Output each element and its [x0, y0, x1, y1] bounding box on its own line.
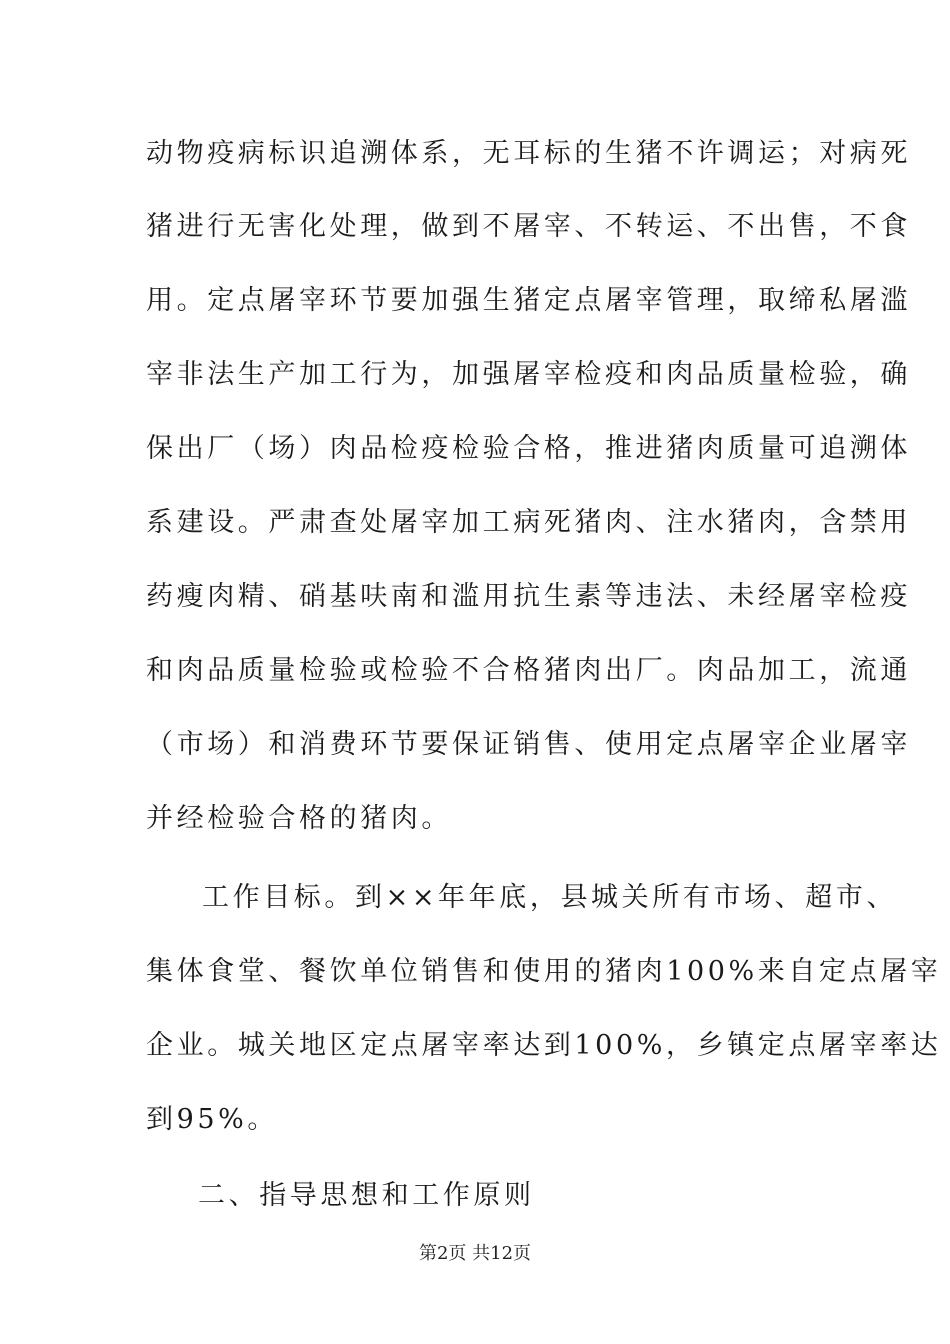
paragraph-line: 用。定点屠宰环节要加强生猪定点屠宰管理，取缔私屠滥	[146, 285, 911, 316]
paragraph-line: 猪进行无害化处理，做到不屠宰、不转运、不出售，不食	[146, 211, 911, 242]
paragraph-line: 和肉品质量检验或检验不合格猪肉出厂。肉品加工，流通	[146, 655, 911, 686]
paragraph-line: 集体食堂、餐饮单位销售和使用的猪肉100%来自定点屠宰	[146, 956, 942, 987]
paragraph-line: 宰非法生产加工行为，加强屠宰检疫和肉品质量检验，确	[146, 359, 911, 390]
paragraph-line: 系建设。严肃查处屠宰加工病死猪肉、注水猪肉，含禁用	[146, 507, 911, 538]
page-footer: 第2页 共12页	[418, 1243, 532, 1264]
paragraph-line: 动物疫病标识追溯体系，无耳标的生猪不许调运；对病死	[146, 138, 911, 169]
section-heading: 二、指导思想和工作原则	[198, 1180, 535, 1211]
paragraph-line: 工作目标。到××年年底，县城关所有市场、超市、	[202, 882, 898, 913]
paragraph-line: 并经检验合格的猪肉。	[146, 803, 452, 834]
paragraph-line: （市场）和消费环节要保证销售、使用定点屠宰企业屠宰	[146, 729, 911, 760]
paragraph-line: 到95%。	[146, 1104, 279, 1135]
paragraph-line: 企业。城关地区定点屠宰率达到100%，乡镇定点屠宰率达	[146, 1030, 942, 1061]
paragraph-line: 保出厂（场）肉品检疫检验合格，推进猪肉质量可追溯体	[146, 433, 911, 464]
paragraph-line: 药瘦肉精、硝基呋南和滥用抗生素等违法、未经屠宰检疫	[146, 581, 911, 612]
